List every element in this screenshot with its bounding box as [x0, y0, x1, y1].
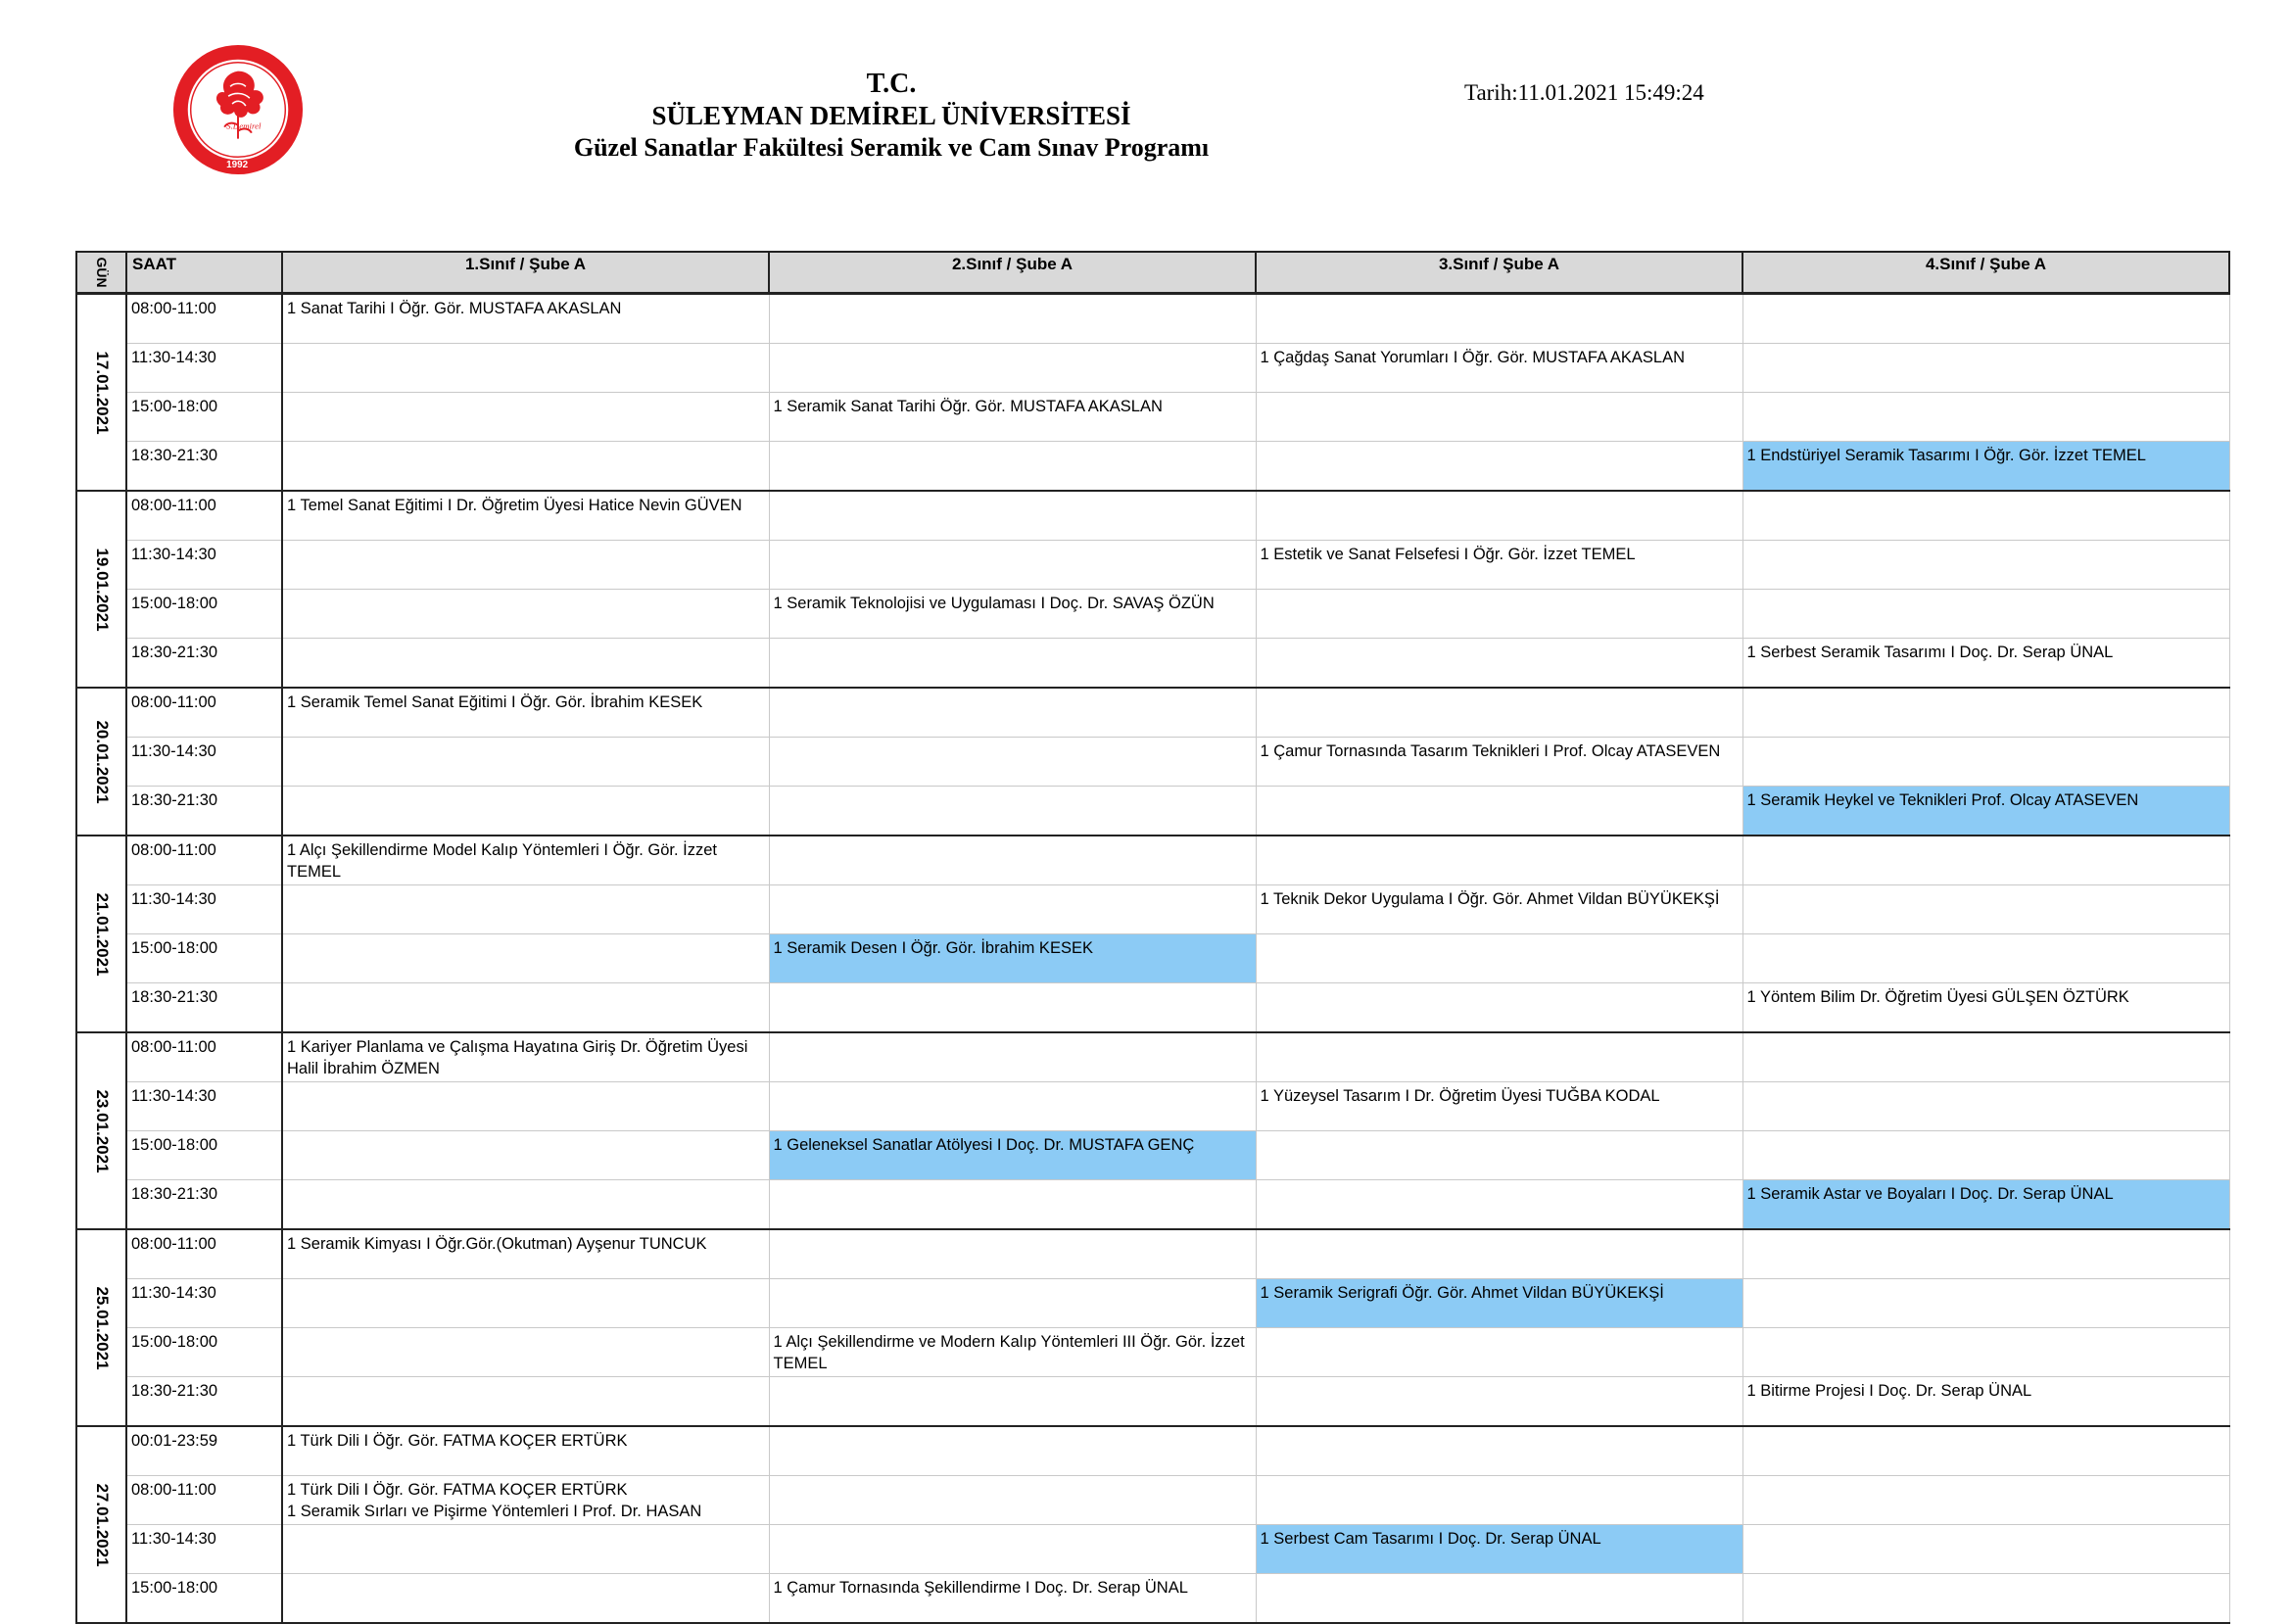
time-slot: 08:00-11:00: [126, 836, 282, 885]
header-class-1: 1.Sınıf / Şube A: [282, 252, 769, 294]
exam-cell-class-2: [769, 1426, 1256, 1476]
time-slot: 11:30-14:30: [126, 1082, 282, 1131]
exam-cell-class-1: [282, 1574, 769, 1624]
time-slot: 11:30-14:30: [126, 885, 282, 934]
table-row: [76, 442, 2229, 492]
exam-cell-class-3: [1256, 1476, 1742, 1525]
table-row: [76, 885, 2229, 934]
time-slot: 15:00-18:00: [126, 590, 282, 639]
day-date: 21.01.2021: [92, 891, 112, 977]
day-date: 27.01.2021: [92, 1482, 112, 1567]
exam-cell-class-4: [1742, 344, 2229, 393]
exam-cell-class-4: [1742, 1229, 2229, 1279]
exam-cell-class-1: [282, 787, 769, 836]
exam-cell-class-3: [1256, 590, 1742, 639]
table-row: [76, 1328, 2229, 1377]
time-slot: 15:00-18:00: [126, 1574, 282, 1624]
exam-cell-class-3: 1 Çağdaş Sanat Yorumları I Öğr. Gör. MUSTAFA AKASLAN: [1256, 344, 1742, 393]
exam-cell-class-3: [1256, 1229, 1742, 1279]
table-row: [76, 491, 2229, 541]
exam-cell-class-3: [1256, 1377, 1742, 1427]
exam-cell-class-2: 1 Çamur Tornasında Şekillendirme I Doç. Dr. Serap ÜNAL: [769, 1574, 1256, 1624]
exam-cell-class-4: [1742, 541, 2229, 590]
table-row: [76, 1426, 2229, 1476]
exam-cell-class-1: [282, 541, 769, 590]
table-row: [76, 393, 2229, 442]
exam-cell-class-4: 1 Serbest Seramik Tasarımı I Doç. Dr. Serap ÜNAL: [1742, 639, 2229, 689]
time-slot: 15:00-18:00: [126, 1131, 282, 1180]
exam-cell-class-3: [1256, 934, 1742, 983]
day-date: 17.01.2021: [92, 350, 112, 435]
exam-cell-class-4: [1742, 1574, 2229, 1624]
time-slot: 15:00-18:00: [126, 393, 282, 442]
exam-cell-class-3: [1256, 1180, 1742, 1230]
exam-cell-class-1: 1 Sanat Tarihi I Öğr. Gör. MUSTAFA AKASLAN: [282, 294, 769, 344]
exam-cell-class-4: [1742, 491, 2229, 541]
time-slot: 00:01-23:59: [126, 1426, 282, 1476]
exam-cell-class-3: [1256, 836, 1742, 885]
table-row: [76, 836, 2229, 885]
header-class-4: 4.Sınıf / Şube A: [1742, 252, 2229, 294]
exam-cell-class-4: [1742, 1131, 2229, 1180]
exam-cell-class-3: [1256, 787, 1742, 836]
exam-cell-class-1: [282, 1082, 769, 1131]
time-slot: 18:30-21:30: [126, 639, 282, 689]
exam-cell-class-3: [1256, 1328, 1742, 1377]
exam-cell-class-4: [1742, 1426, 2229, 1476]
exam-cell-class-2: [769, 983, 1256, 1033]
exam-cell-class-3: 1 Teknik Dekor Uygulama I Öğr. Gör. Ahmet Vildan BÜYÜKEKŞİ: [1256, 885, 1742, 934]
exam-cell-class-1: [282, 590, 769, 639]
header-day: GÜN: [76, 252, 126, 294]
exam-cell-class-1: [282, 885, 769, 934]
exam-cell-class-1: [282, 1525, 769, 1574]
time-slot: 18:30-21:30: [126, 1180, 282, 1230]
day-cell: [76, 294, 126, 492]
exam-cell-class-4: 1 Seramik Astar ve Boyaları I Doç. Dr. Serap ÜNAL: [1742, 1180, 2229, 1230]
exam-cell-class-4: 1 Endstüriyel Seramik Tasarımı I Öğr. Gör. İzzet TEMEL: [1742, 442, 2229, 492]
table-row: [76, 1377, 2229, 1427]
exam-cell-class-2: 1 Seramik Teknolojisi ve Uygulaması I Doç. Dr. SAVAŞ ÖZÜN: [769, 590, 1256, 639]
exam-cell-class-4: [1742, 688, 2229, 738]
exam-cell-class-3: [1256, 639, 1742, 689]
table-row: [76, 983, 2229, 1033]
exam-cell-class-2: [769, 442, 1256, 492]
exam-cell-class-4: [1742, 590, 2229, 639]
exam-cell-class-1: [282, 1279, 769, 1328]
table-row: [76, 1476, 2229, 1525]
table-row: [76, 1279, 2229, 1328]
exam-cell-class-4: [1742, 1525, 2229, 1574]
header-class-3: 3.Sınıf / Şube A: [1256, 252, 1742, 294]
exam-cell-class-1: [282, 1131, 769, 1180]
exam-cell-class-1: [282, 934, 769, 983]
day-cell: [76, 1229, 126, 1426]
exam-cell-class-1: 1 Kariyer Planlama ve Çalışma Hayatına Giriş Dr. Öğretim Üyesi Halil İbrahim ÖZMEN: [282, 1032, 769, 1082]
exam-cell-class-2: [769, 491, 1256, 541]
exam-cell-class-2: [769, 1476, 1256, 1525]
exam-cell-class-1: 1 Türk Dili I Öğr. Gör. FATMA KOÇER ERTÜRK 1 Seramik Sırları ve Pişirme Yöntemleri I Prof. Dr. HASAN: [282, 1476, 769, 1525]
exam-cell-class-3: 1 Seramik Serigrafi Öğr. Gör. Ahmet Vildan BÜYÜKEKŞİ: [1256, 1279, 1742, 1328]
exam-cell-class-2: [769, 344, 1256, 393]
exam-cell-class-2: 1 Seramik Desen I Öğr. Gör. İbrahim KESEK: [769, 934, 1256, 983]
exam-cell-class-3: 1 Estetik ve Sanat Felsefesi I Öğr. Gör. İzzet TEMEL: [1256, 541, 1742, 590]
exam-cell-class-2: [769, 1525, 1256, 1574]
time-slot: 11:30-14:30: [126, 1279, 282, 1328]
exam-cell-class-4: [1742, 1279, 2229, 1328]
exam-cell-class-4: [1742, 885, 2229, 934]
exam-cell-class-3: [1256, 688, 1742, 738]
exam-cell-class-1: 1 Seramik Kimyası I Öğr.Gör.(Okutman) Ayşenur TUNCUK: [282, 1229, 769, 1279]
exam-cell-class-1: [282, 738, 769, 787]
time-slot: 08:00-11:00: [126, 1032, 282, 1082]
title-program: Güzel Sanatlar Fakültesi Seramik ve Cam Sınav Programı: [573, 133, 1210, 162]
exam-cell-class-4: 1 Yöntem Bilim Dr. Öğretim Üyesi GÜLŞEN ÖZTÜRK: [1742, 983, 2229, 1033]
title-university: SÜLEYMAN DEMİREL ÜNİVERSİTESİ: [651, 101, 1131, 130]
exam-cell-class-4: [1742, 738, 2229, 787]
title-tc: T.C.: [866, 69, 917, 99]
table-row: [76, 294, 2229, 344]
day-cell: [76, 491, 126, 688]
exam-cell-class-3: 1 Serbest Cam Tasarımı I Doç. Dr. Serap ÜNAL: [1256, 1525, 1742, 1574]
table-row: [76, 1525, 2229, 1574]
exam-cell-class-1: [282, 639, 769, 689]
exam-cell-class-2: 1 Geleneksel Sanatlar Atölyesi I Doç. Dr. MUSTAFA GENÇ: [769, 1131, 1256, 1180]
exam-cell-class-4: [1742, 1032, 2229, 1082]
exam-cell-class-3: [1256, 1426, 1742, 1476]
svg-text:S.Demirel: S.Demirel: [226, 120, 262, 131]
exam-cell-class-3: [1256, 442, 1742, 492]
exam-cell-class-4: [1742, 393, 2229, 442]
time-slot: 11:30-14:30: [126, 541, 282, 590]
time-slot: 18:30-21:30: [126, 787, 282, 836]
exam-cell-class-2: [769, 1180, 1256, 1230]
exam-cell-class-3: [1256, 1131, 1742, 1180]
day-date: 19.01.2021: [92, 547, 112, 632]
svg-text:1992: 1992: [226, 160, 249, 171]
table-header-row: [76, 252, 2229, 294]
exam-cell-class-2: [769, 885, 1256, 934]
exam-cell-class-1: [282, 344, 769, 393]
time-slot: 11:30-14:30: [126, 344, 282, 393]
exam-cell-class-1: [282, 1180, 769, 1230]
exam-cell-class-3: 1 Çamur Tornasında Tasarım Teknikleri I Prof. Olcay ATASEVEN: [1256, 738, 1742, 787]
time-slot: 08:00-11:00: [126, 491, 282, 541]
exam-cell-class-1: [282, 983, 769, 1033]
time-slot: 08:00-11:00: [126, 688, 282, 738]
exam-schedule-table: [75, 251, 2230, 1624]
university-logo: [170, 42, 306, 177]
exam-cell-class-3: [1256, 1032, 1742, 1082]
time-slot: 11:30-14:30: [126, 1525, 282, 1574]
exam-cell-class-2: [769, 1377, 1256, 1427]
day-cell: [76, 836, 126, 1032]
table-row: [76, 738, 2229, 787]
exam-cell-class-2: [769, 294, 1256, 344]
exam-cell-class-3: [1256, 1574, 1742, 1624]
exam-cell-class-3: 1 Yüzeysel Tasarım I Dr. Öğretim Üyesi TUĞBA KODAL: [1256, 1082, 1742, 1131]
exam-cell-class-2: [769, 1032, 1256, 1082]
exam-cell-class-2: [769, 1279, 1256, 1328]
day-date: 23.01.2021: [92, 1088, 112, 1173]
exam-cell-class-3: [1256, 393, 1742, 442]
exam-cell-class-3: [1256, 491, 1742, 541]
table-row: [76, 590, 2229, 639]
time-slot: 15:00-18:00: [126, 934, 282, 983]
time-slot: 11:30-14:30: [126, 738, 282, 787]
exam-cell-class-1: 1 Alçı Şekillendirme Model Kalıp Yöntemleri I Öğr. Gör. İzzet TEMEL: [282, 836, 769, 885]
exam-cell-class-4: [1742, 1476, 2229, 1525]
exam-cell-class-3: [1256, 983, 1742, 1033]
exam-cell-class-4: 1 Seramik Heykel ve Teknikleri Prof. Olcay ATASEVEN: [1742, 787, 2229, 836]
exam-cell-class-1: [282, 1377, 769, 1427]
time-slot: 18:30-21:30: [126, 442, 282, 492]
exam-cell-class-4: [1742, 294, 2229, 344]
exam-cell-class-1: [282, 442, 769, 492]
time-slot: 18:30-21:30: [126, 1377, 282, 1427]
exam-cell-class-1: 1 Türk Dili I Öğr. Gör. FATMA KOÇER ERTÜRK: [282, 1426, 769, 1476]
exam-cell-class-1: 1 Temel Sanat Eğitimi I Dr. Öğretim Üyesi Hatice Nevin GÜVEN: [282, 491, 769, 541]
header-class-2: 2.Sınıf / Şube A: [769, 252, 1256, 294]
time-slot: 08:00-11:00: [126, 294, 282, 344]
table-row: [76, 344, 2229, 393]
table-row: [76, 1180, 2229, 1230]
day-cell: [76, 1032, 126, 1229]
time-slot: 15:00-18:00: [126, 1328, 282, 1377]
exam-cell-class-1: 1 Seramik Temel Sanat Eğitimi I Öğr. Gör. İbrahim KESEK: [282, 688, 769, 738]
exam-cell-class-2: [769, 688, 1256, 738]
exam-cell-class-4: [1742, 934, 2229, 983]
exam-cell-class-1: [282, 393, 769, 442]
table-row: [76, 688, 2229, 738]
header-time: SAAT: [126, 252, 282, 294]
exam-cell-class-4: 1 Bitirme Projesi I Doç. Dr. Serap ÜNAL: [1742, 1377, 2229, 1427]
table-row: [76, 1032, 2229, 1082]
table-row: [76, 639, 2229, 689]
table-row: [76, 1082, 2229, 1131]
print-date: Tarih:11.01.2021 15:49:24: [1464, 80, 1704, 105]
time-slot: 08:00-11:00: [126, 1229, 282, 1279]
exam-cell-class-3: [1256, 294, 1742, 344]
day-cell: [76, 1426, 126, 1623]
day-date: 20.01.2021: [92, 719, 112, 804]
table-row: [76, 787, 2229, 836]
exam-cell-class-2: [769, 1229, 1256, 1279]
exam-cell-class-2: 1 Seramik Sanat Tarihi Öğr. Gör. MUSTAFA AKASLAN: [769, 393, 1256, 442]
exam-cell-class-2: [769, 1082, 1256, 1131]
table-row: [76, 1229, 2229, 1279]
day-cell: [76, 688, 126, 836]
table-row: [76, 1131, 2229, 1180]
day-date: 25.01.2021: [92, 1285, 112, 1370]
time-slot: 18:30-21:30: [126, 983, 282, 1033]
exam-cell-class-2: [769, 787, 1256, 836]
document-title-block: [549, 69, 1234, 165]
table-row: [76, 541, 2229, 590]
exam-cell-class-2: [769, 541, 1256, 590]
exam-cell-class-4: [1742, 1082, 2229, 1131]
exam-cell-class-4: [1742, 1328, 2229, 1377]
exam-cell-class-1: [282, 1328, 769, 1377]
exam-cell-class-2: [769, 836, 1256, 885]
exam-cell-class-2: 1 Alçı Şekillendirme ve Modern Kalıp Yöntemleri III Öğr. Gör. İzzet TEMEL: [769, 1328, 1256, 1377]
table-row: [76, 1574, 2229, 1624]
time-slot: 08:00-11:00: [126, 1476, 282, 1525]
exam-cell-class-2: [769, 639, 1256, 689]
exam-cell-class-4: [1742, 836, 2229, 885]
table-row: [76, 934, 2229, 983]
exam-cell-class-2: [769, 738, 1256, 787]
